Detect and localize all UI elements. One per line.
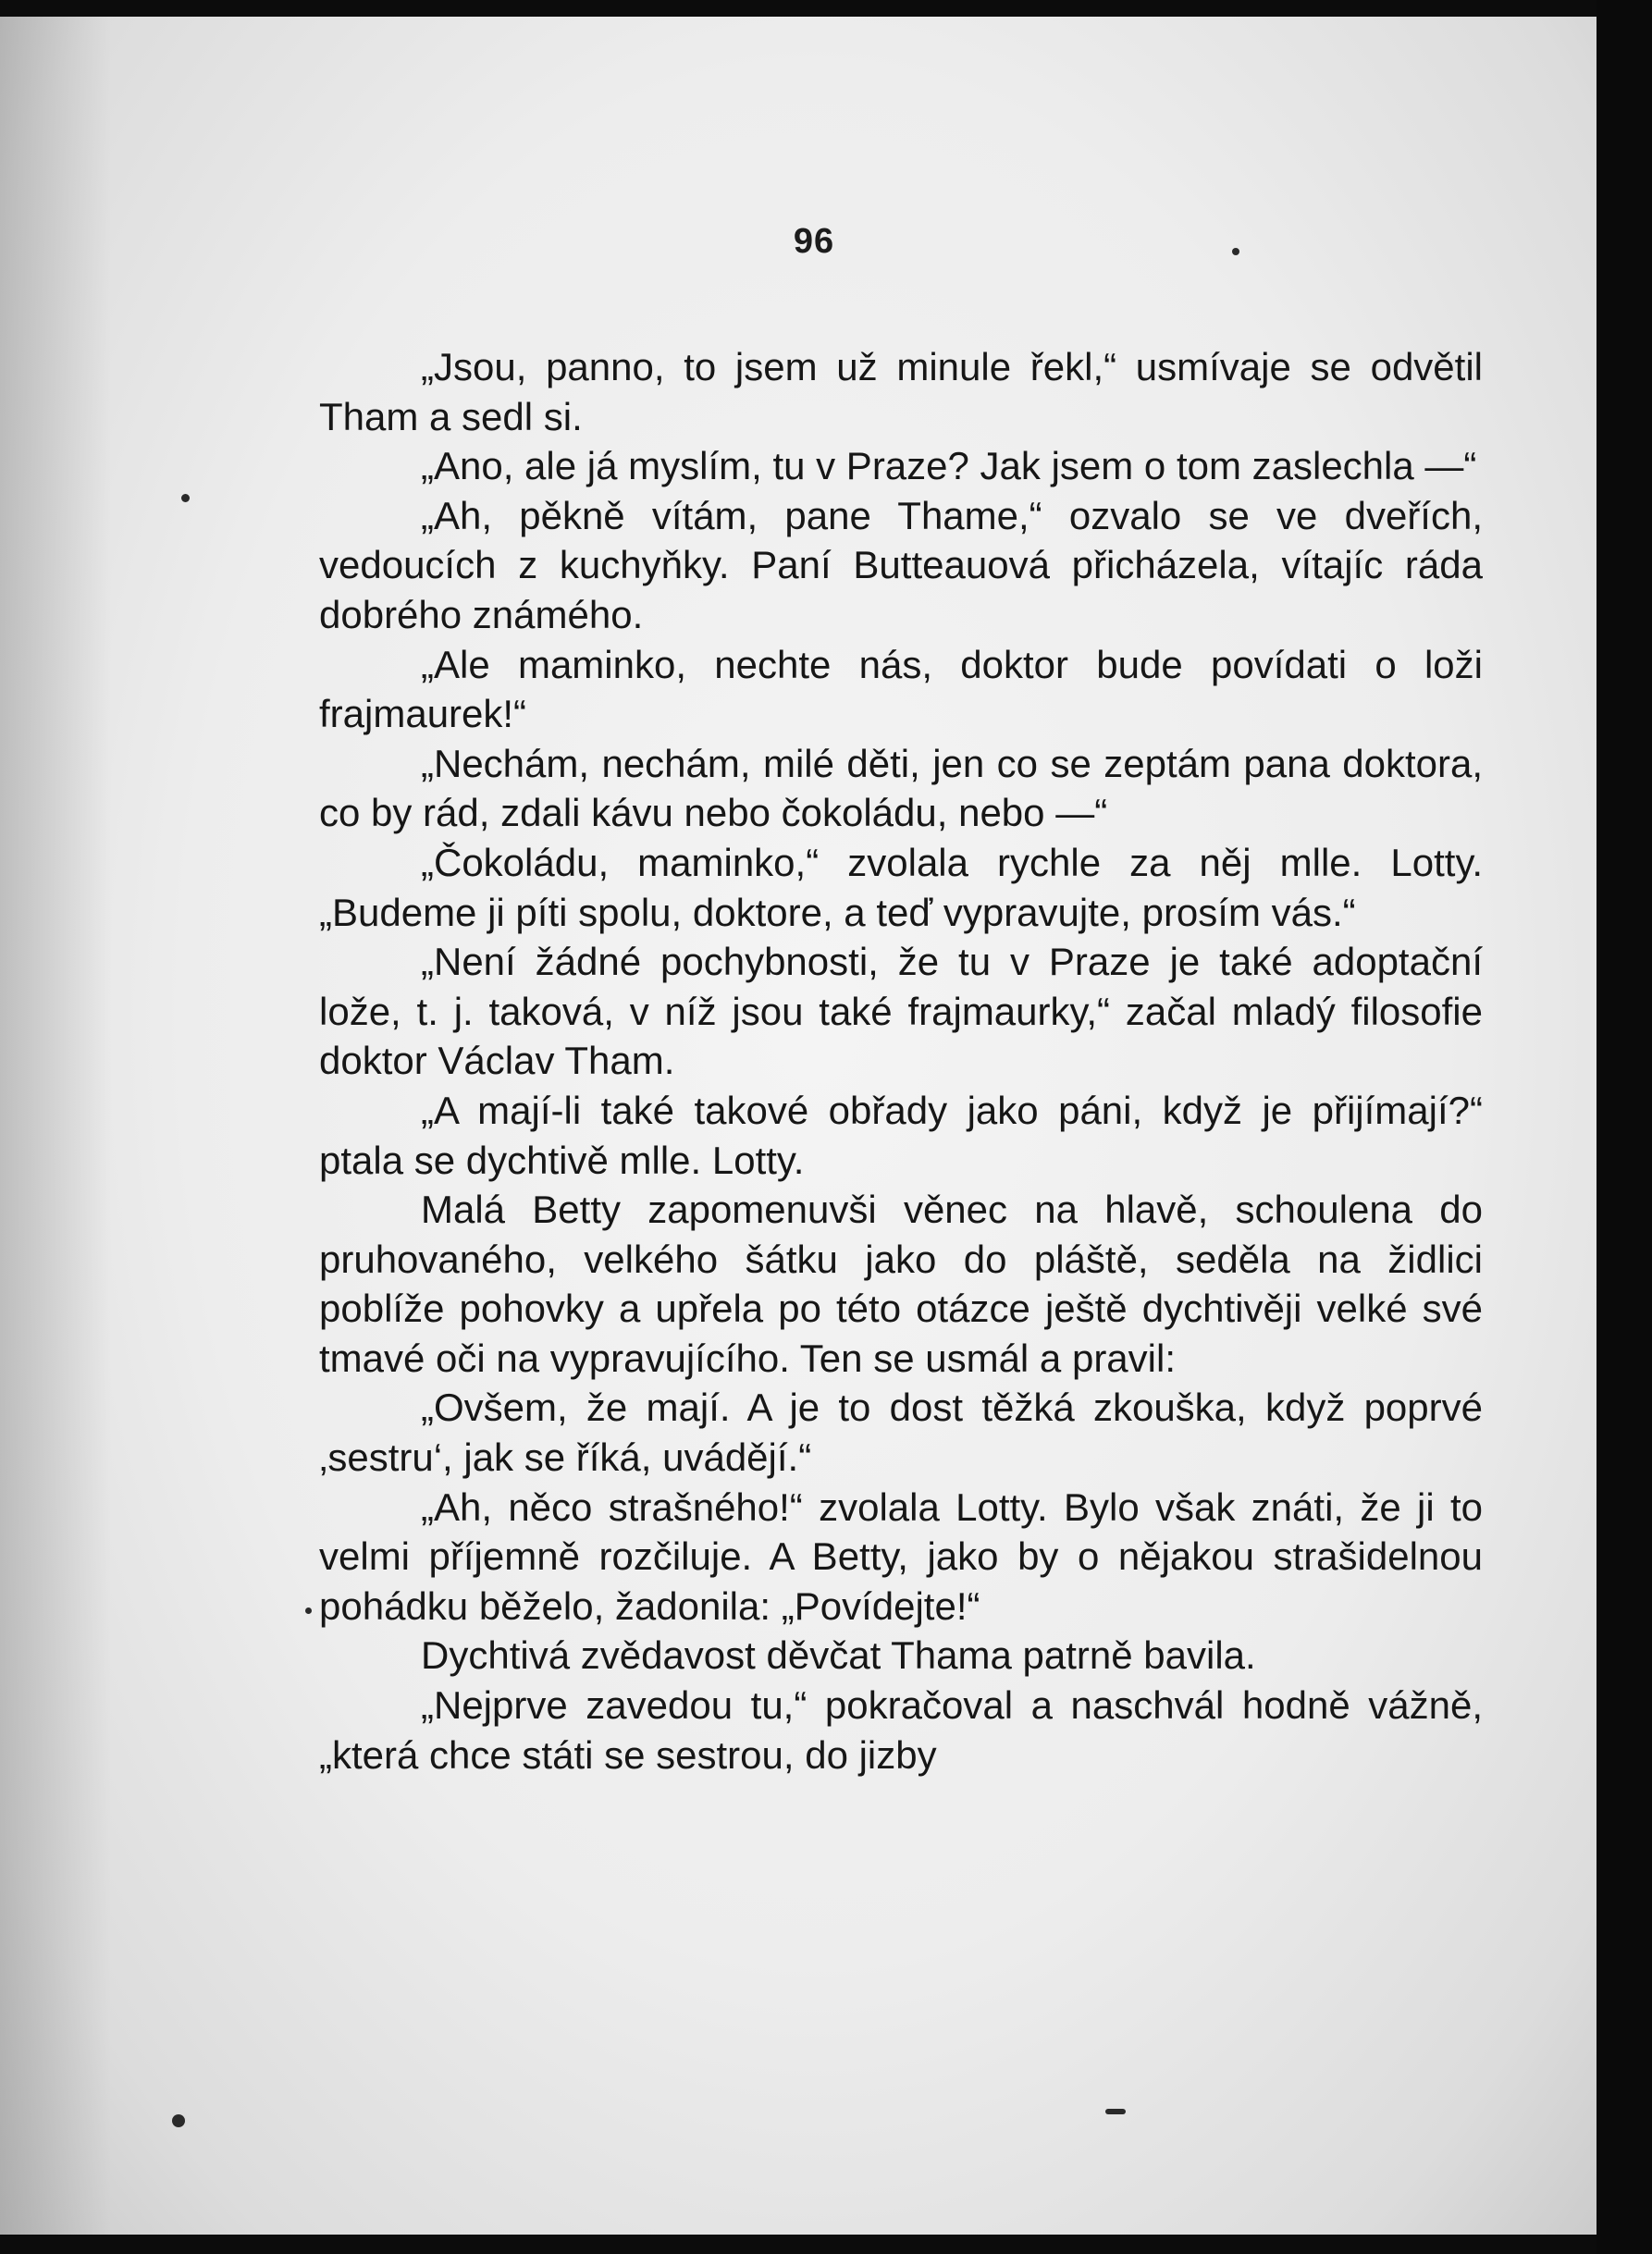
body-text: [319, 342, 1483, 1780]
paragraph: „Nejprve zavedou tu,“ pokračoval a naschvál hodně vážně, „která chce státi se sestrou, do jizby: [319, 1683, 1483, 1777]
paragraph: „Ovšem, že mají. A je to dost těžká zkouška, když poprvé ‚sestru‘, jak se říká, uvádějí.“: [319, 1386, 1483, 1480]
paragraph: „Ah, pěkně vítám, pane Thame,“ ozvalo se ve dveřích, vedoucích z kuchyňky. Paní Butteauová přicházela, vítajíc ráda dobrého známého.: [319, 493, 1483, 636]
paragraph: „Ah, něco strašného!“ zvolala Lotty. Bylo však znáti, že ji to velmi příjemně rozčiluje. A Betty, jako by o nějakou strašidelnou pohádku běželo, žadonila: „Povídejte!“: [319, 1484, 1483, 1628]
scan-dark-edge: [1597, 0, 1652, 2254]
scan-speck: [305, 1607, 312, 1614]
paragraph: „Čokoládu, maminko,“ zvolala rychle za něj mlle. Lotty. „Budeme ji píti spolu, doktore, a teď vypravujte, prosím vás.“: [319, 840, 1483, 934]
paragraph: „Ale maminko, nechte nás, doktor bude povídati o loži frajmaurek!“: [319, 642, 1483, 736]
scan-speck: [1232, 248, 1239, 255]
paragraph: „Nechám, nechám, milé děti, jen co se zeptám pana doktora, co by rád, zdali kávu nebo čokoládu, nebo —“: [319, 741, 1483, 835]
paragraph: Malá Betty zapomenuvši věnec na hlavě, schoulena do pruhovaného, velkého šátku jako do pláště, seděla na židlici poblíže pohovky a upřela po této otázce ještě dychtivěji velké své tmavé oči na vypravujícího. Ten se usmál a pravil:: [319, 1188, 1483, 1380]
paragraph: „Není žádné pochybnosti, že tu v Praze je také adoptační lože, t. j. taková, v níž jsou také frajmaurky,“ začal mladý filosofie doktor Václav Tham.: [319, 940, 1483, 1083]
paragraph: „Jsou, panno, to jsem už minule řekl,“ usmívaje se odvětil Tham a sedl si.: [319, 345, 1483, 438]
scan-speck: [1105, 2109, 1126, 2114]
book-page: [0, 17, 1634, 2235]
paragraph: „A mají-li také takové obřady jako páni, když je přijímají?“ ptala se dychtivě mlle. Lotty.: [319, 1088, 1483, 1182]
page-edge-shadow: [0, 17, 111, 2235]
page-number: 96: [793, 222, 835, 261]
paragraph: Dychtivá zvědavost děvčat Thama patrně bavila.: [421, 1633, 1256, 1678]
scan-speck: [172, 2114, 185, 2127]
paragraph: „Ano, ale já myslím, tu v Praze? Jak jsem o tom zaslechla —“: [421, 444, 1477, 488]
scan-speck: [181, 494, 190, 502]
